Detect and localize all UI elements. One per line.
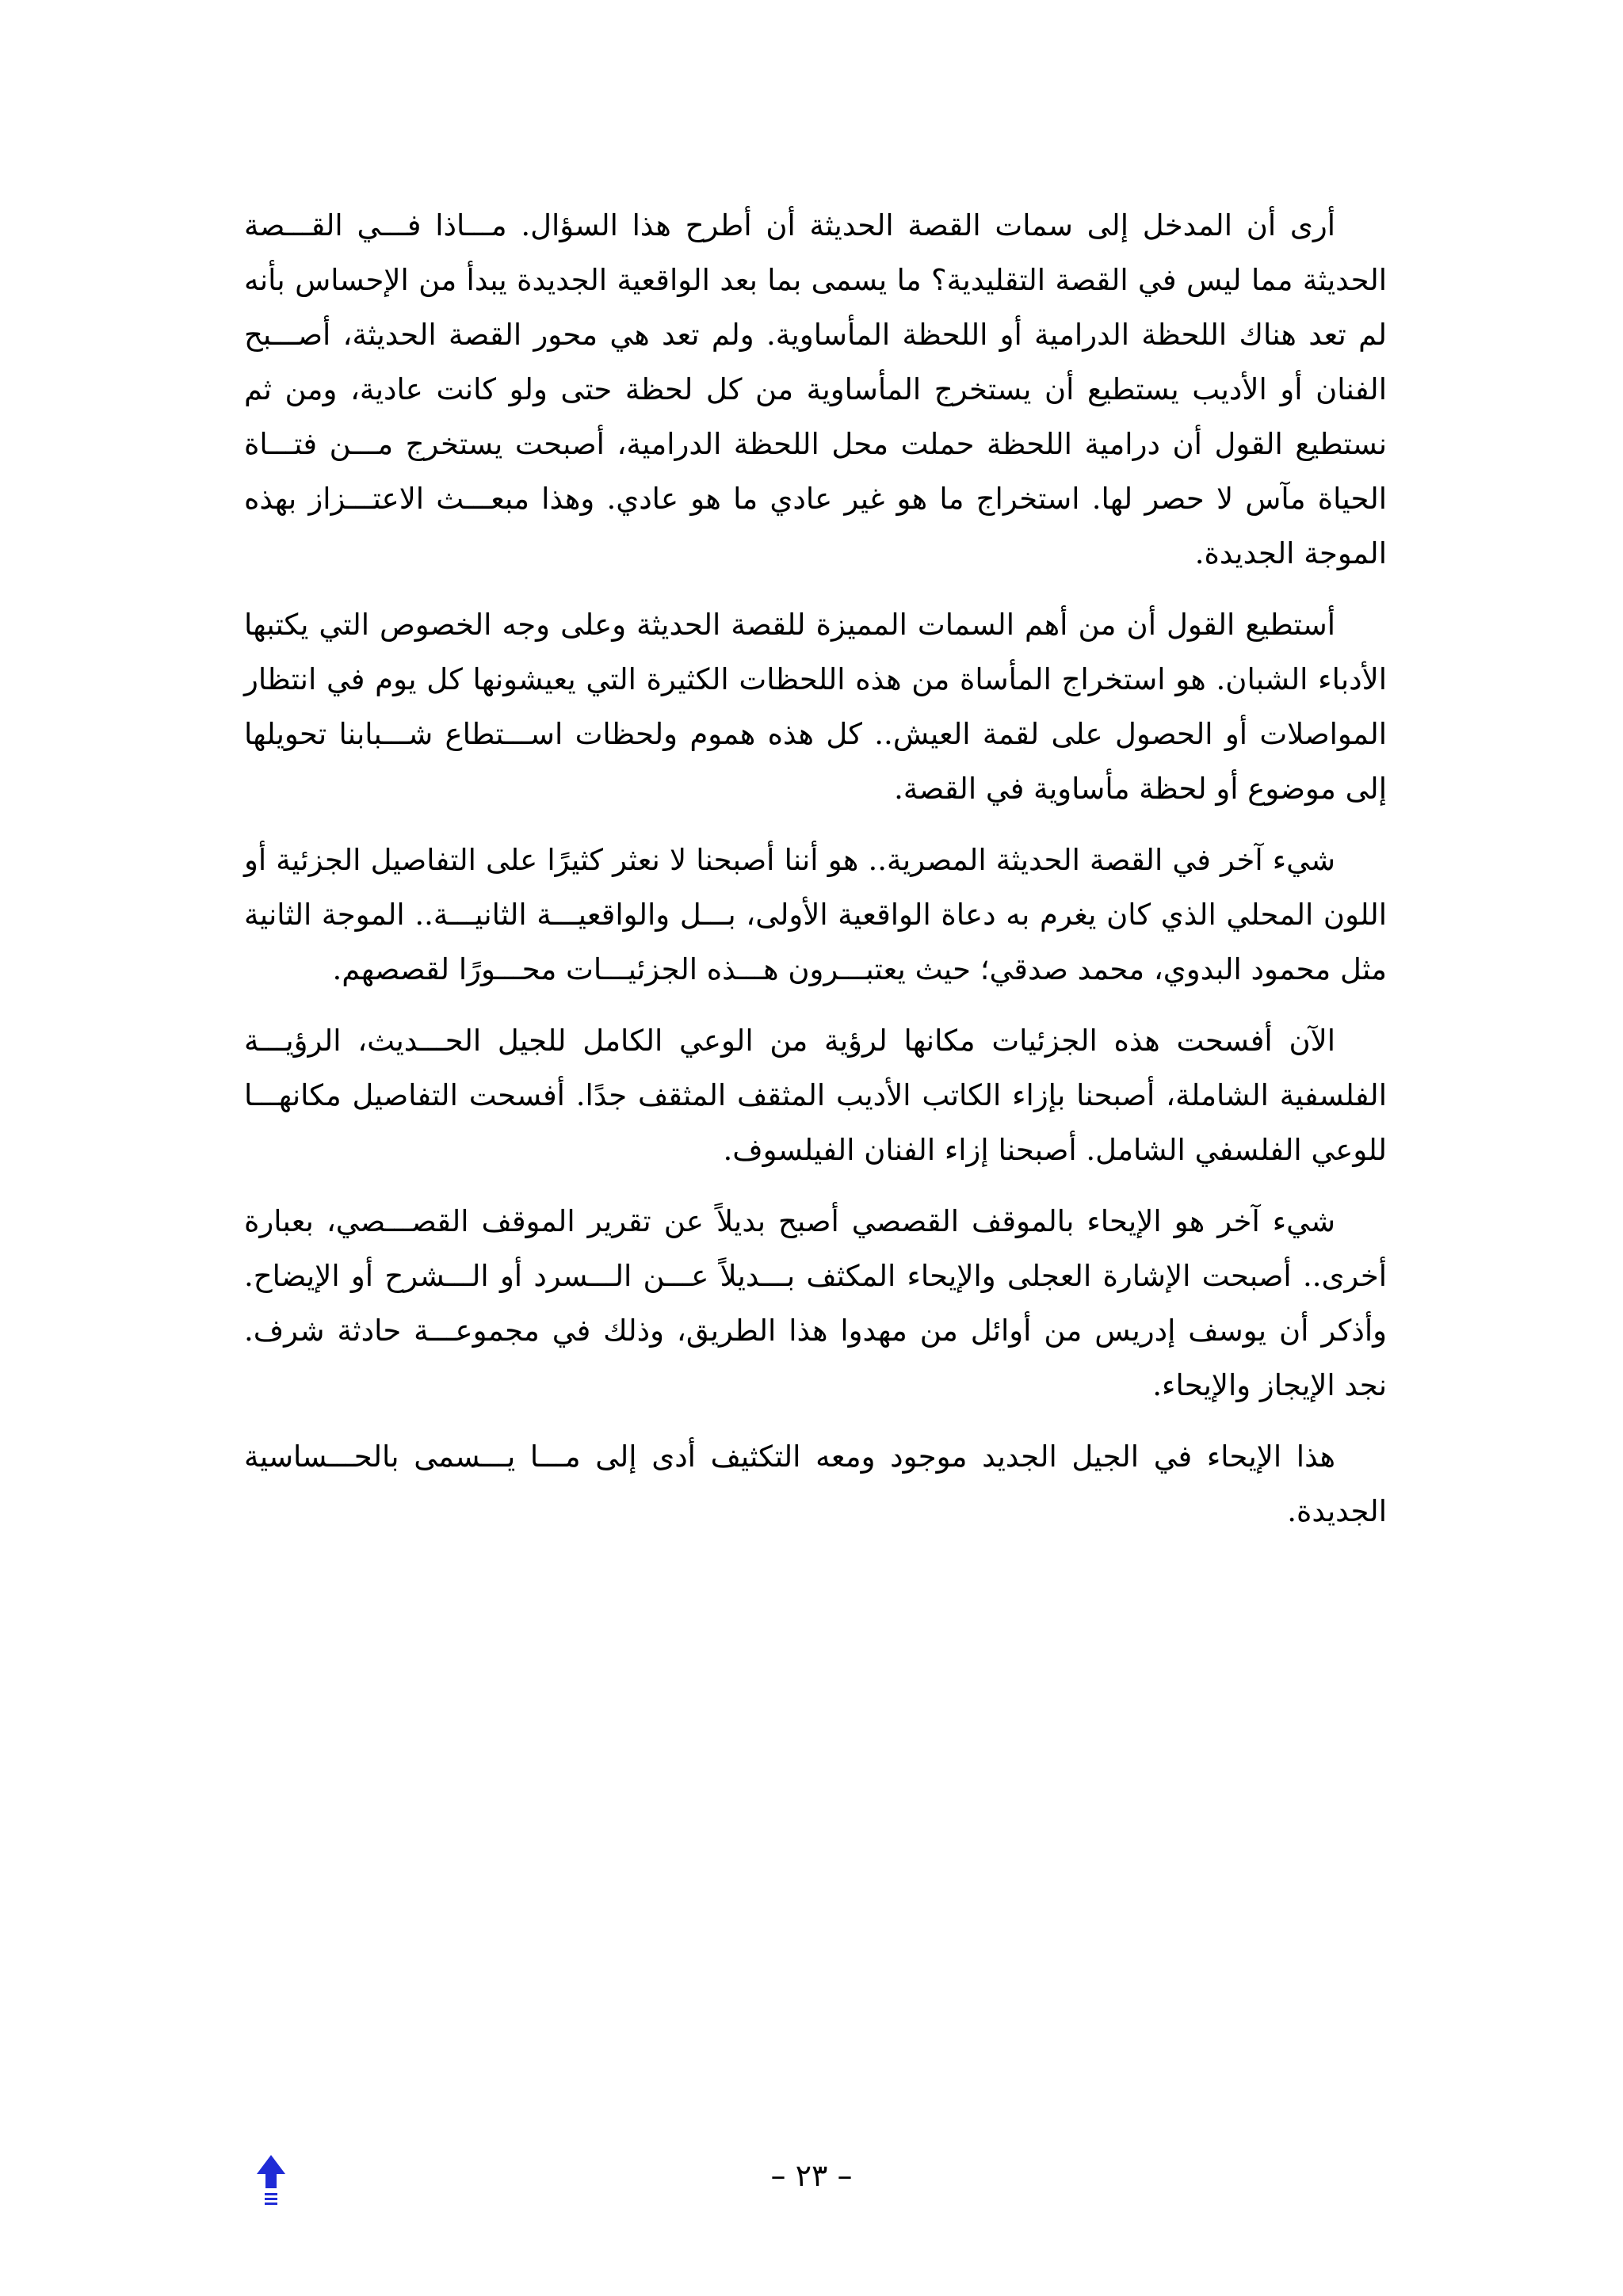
page-body bbox=[244, 198, 1387, 1555]
page-footer bbox=[0, 2153, 1623, 2217]
page-number: – ٢٣ – bbox=[770, 2158, 853, 2193]
paragraph-6: هذا الإيحاء في الجيل الجديد موجود ومعه التكثيف أدى إلى مـــا يـــسمى بالحـــساسية الجديدة. bbox=[244, 1440, 1387, 1528]
paragraph-1: أرى أن المدخل إلى سمات القصة الحديثة أن أطرح هذا السؤال. مـــاذا فـــي القـــصة الحديثة مما ليس في القصة التقليدية؟ ما يسمى بما بعد الواقعية الجديدة يبدأ من الإحساس بأنه لم تعد هناك اللحظة الدرامية أو اللحظة المأساوية. ولم تعد هي محور القصة الحديثة، أصـــبح الفنان أو الأديب يستطيع أن يستخرج المأساوية من كل لحظة حتى ولو كانت عادية، ومن ثم نستطيع القول أن درامية اللحظة حملت محل اللحظة الدرامية، أصبحت يستخرج مـــن فتـــاة الحياة مآس لا حصر لها. استخراج ما هو غير عادي ما هو عادي. وهذا مبعـــث الاعتـــزاز بهذه الموجة الجديدة. bbox=[244, 208, 1387, 570]
paragraph-2: أستطيع القول أن من أهم السمات المميزة للقصة الحديثة وعلى وجه الخصوص التي يكتبها الأدباء الشبان. هو استخراج المأساة من هذه اللحظات الكثيرة التي يعيشونها كل يوم في انتظار المواصلات أو الحصول على لقمة العيش.. كل هذه هموم ولحظات اســـتطاع شـــبابنا تحويلها إلى موضوع أو لحظة مأساوية في القصة. bbox=[244, 608, 1387, 806]
paragraph-3: شيء آخر في القصة الحديثة المصرية.. هو أننا أصبحنا لا نعثر كثيرًا على التفاصيل الجزئية أو اللون المحلي الذي كان يغرم به دعاة الواقعية الأولى، بـــل والواقعيـــة الثانيـــة.. الموجة الثانية مثل محمود البدوي، محمد صدقي؛ حيث يعتبـــرون هـــذه الجزئيـــات محـــورًا لقصصهم. bbox=[244, 843, 1387, 986]
paragraph-4: الآن أفسحت هذه الجزئيات مكانها لرؤية من الوعي الكامل للجيل الحـــديث، الرؤيـــة الفلسفية الشاملة، أصبحنا بإزاء الكاتب الأديب المثقف المثقف جدًا. أفسحت التفاصيل مكانهـــا للوعي الفلسفي الشامل. أصبحنا إزاء الفنان الفيلسوف. bbox=[244, 1024, 1387, 1167]
paragraph-5: شيء آخر هو الإيحاء بالموقف القصصي أصبح بديلاً عن تقرير الموقف القصـــصي، بعبارة أخرى.. أصبحت الإشارة العجلى والإيحاء المكثف بـــديلاً عـــن الـــسرد أو الـــشرح أو الإيضاح. وأذكر أن يوسف إدريس من أوائل من مهدوا هذا الطريق، وذلك في مجموعـــة حادثة شرف. نجد الإيجاز والإيحاء. bbox=[244, 1204, 1387, 1402]
